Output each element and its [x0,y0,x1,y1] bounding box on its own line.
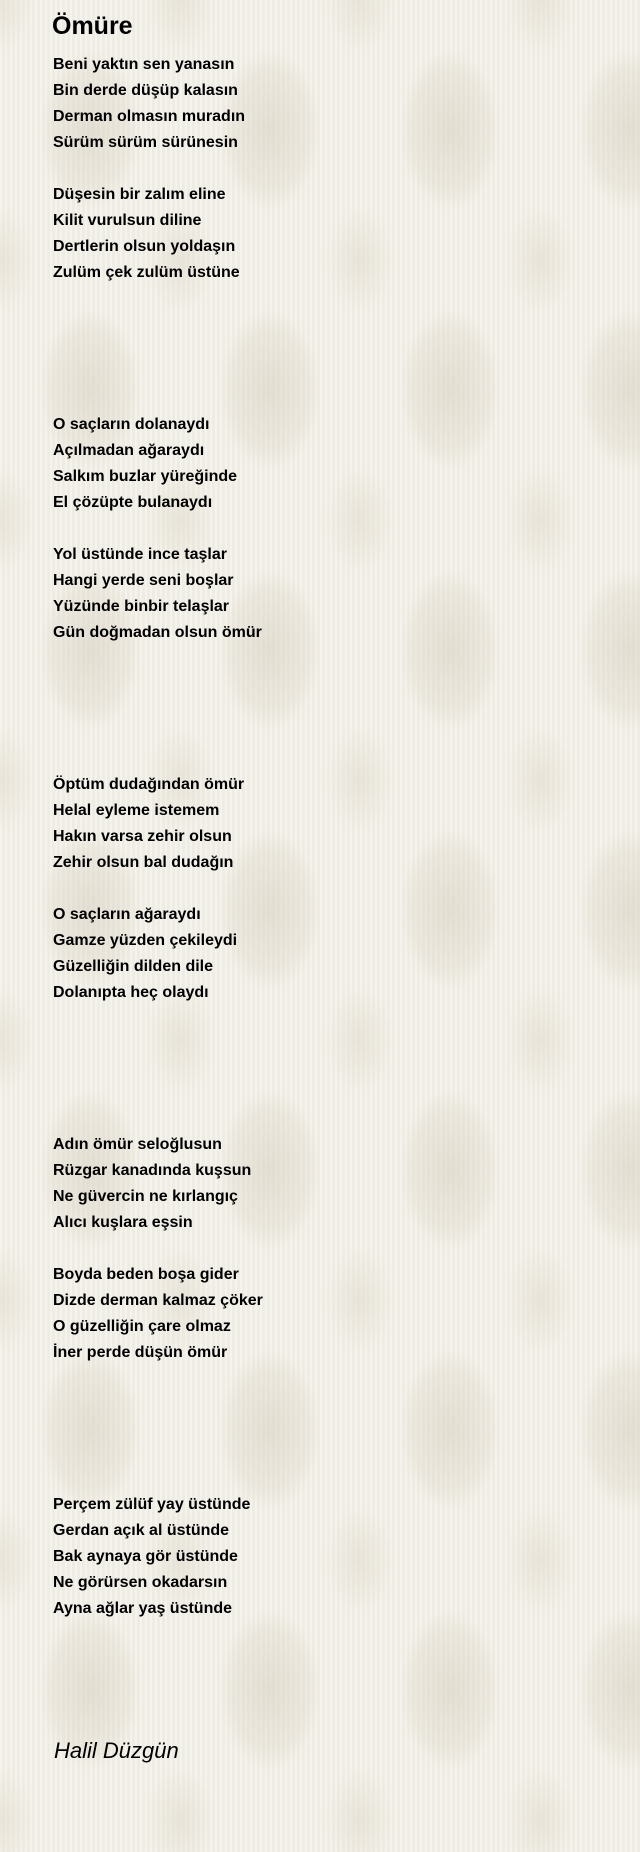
poem-line: Gerdan açık al üstünde [53,1522,230,1539]
poem-line: Helal eyleme istemem [53,802,220,819]
stanza [53,1262,613,1366]
poem-line: Gamze yüzden çekileydi [53,932,238,949]
poem-line: Dertlerin olsun yoldaşın [53,238,236,255]
poem-line: Yüzünde binbir telaşlar [53,598,230,615]
poem-line: Rüzgar kanadında kuşsun [53,1162,252,1179]
stanza [53,182,613,286]
poem-line: Perçem zülüf yay üstünde [53,1496,251,1513]
poem-line: Dolanıpta heç olaydı [53,984,209,1001]
stanza-group [53,412,613,772]
poem-line: Beni yaktın sen yanasın [53,56,235,73]
stanza-group [53,1132,613,1492]
stanza-group [53,772,613,1132]
poem-line: Gün doğmadan olsun ömür [53,624,262,641]
poem-line: Bak aynaya gör üstünde [53,1548,238,1565]
stanza [53,772,613,876]
poem-line: Öptüm dudağından ömür [53,776,245,793]
poem-line: Hangi yerde seni boşlar [53,572,234,589]
poem-line: O saçların ağaraydı [53,906,201,923]
poem-line: Açılmadan ağaraydı [53,442,205,459]
poem-line: Zulüm çek zulüm üstüne [53,264,240,281]
stanza [53,902,613,1006]
poem-line: Güzelliğin dilden dile [53,958,214,975]
poem-line: Kilit vurulsun diline [53,212,202,229]
poem-line: O saçların dolanaydı [53,416,210,433]
poem-line: Ayna ağlar yaş üstünde [53,1600,233,1617]
stanza [53,1132,613,1236]
poem-line: Bin derde düşüp kalasın [53,82,238,99]
stanza [53,412,613,516]
poem-line: Ne görürsen okadarsın [53,1574,228,1591]
stanza [53,1492,613,1622]
poem-line: Hakın varsa zehir olsun [53,828,232,845]
poem-line: Dizde derman kalmaz çöker [53,1292,263,1309]
poem-line: Sürüm sürüm sürünesin [53,134,238,151]
poem-author: Halil Düzgün [54,1738,179,1763]
stanza [53,52,613,156]
poem-line: Adın ömür seloğlusun [53,1136,222,1153]
poem-line: Boyda beden boşa gider [53,1266,239,1283]
poem-line: Düşesin bir zalım eline [53,186,226,203]
poem-line: Yol üstünde ince taşlar [53,546,227,563]
poem-body [53,52,613,1852]
stanza [53,542,613,646]
stanza-group [53,1492,613,1852]
poem-line: Salkım buzlar yüreğinde [53,468,238,485]
poem-line: İner perde düşün ömür [53,1344,228,1361]
poem-line: El çözüpte bulanaydı [53,494,213,511]
poem-line: Alıcı kuşlara eşsin [53,1214,193,1231]
poem-line: Derman olmasın muradın [53,108,246,125]
poem-line: Ne güvercin ne kırlangıç [53,1188,238,1205]
stanza-group [53,52,613,412]
poem-title: Ömüre [52,12,133,40]
poem-line: Zehir olsun bal dudağın [53,854,234,871]
poem-line: O güzelliğin çare olmaz [53,1318,231,1335]
